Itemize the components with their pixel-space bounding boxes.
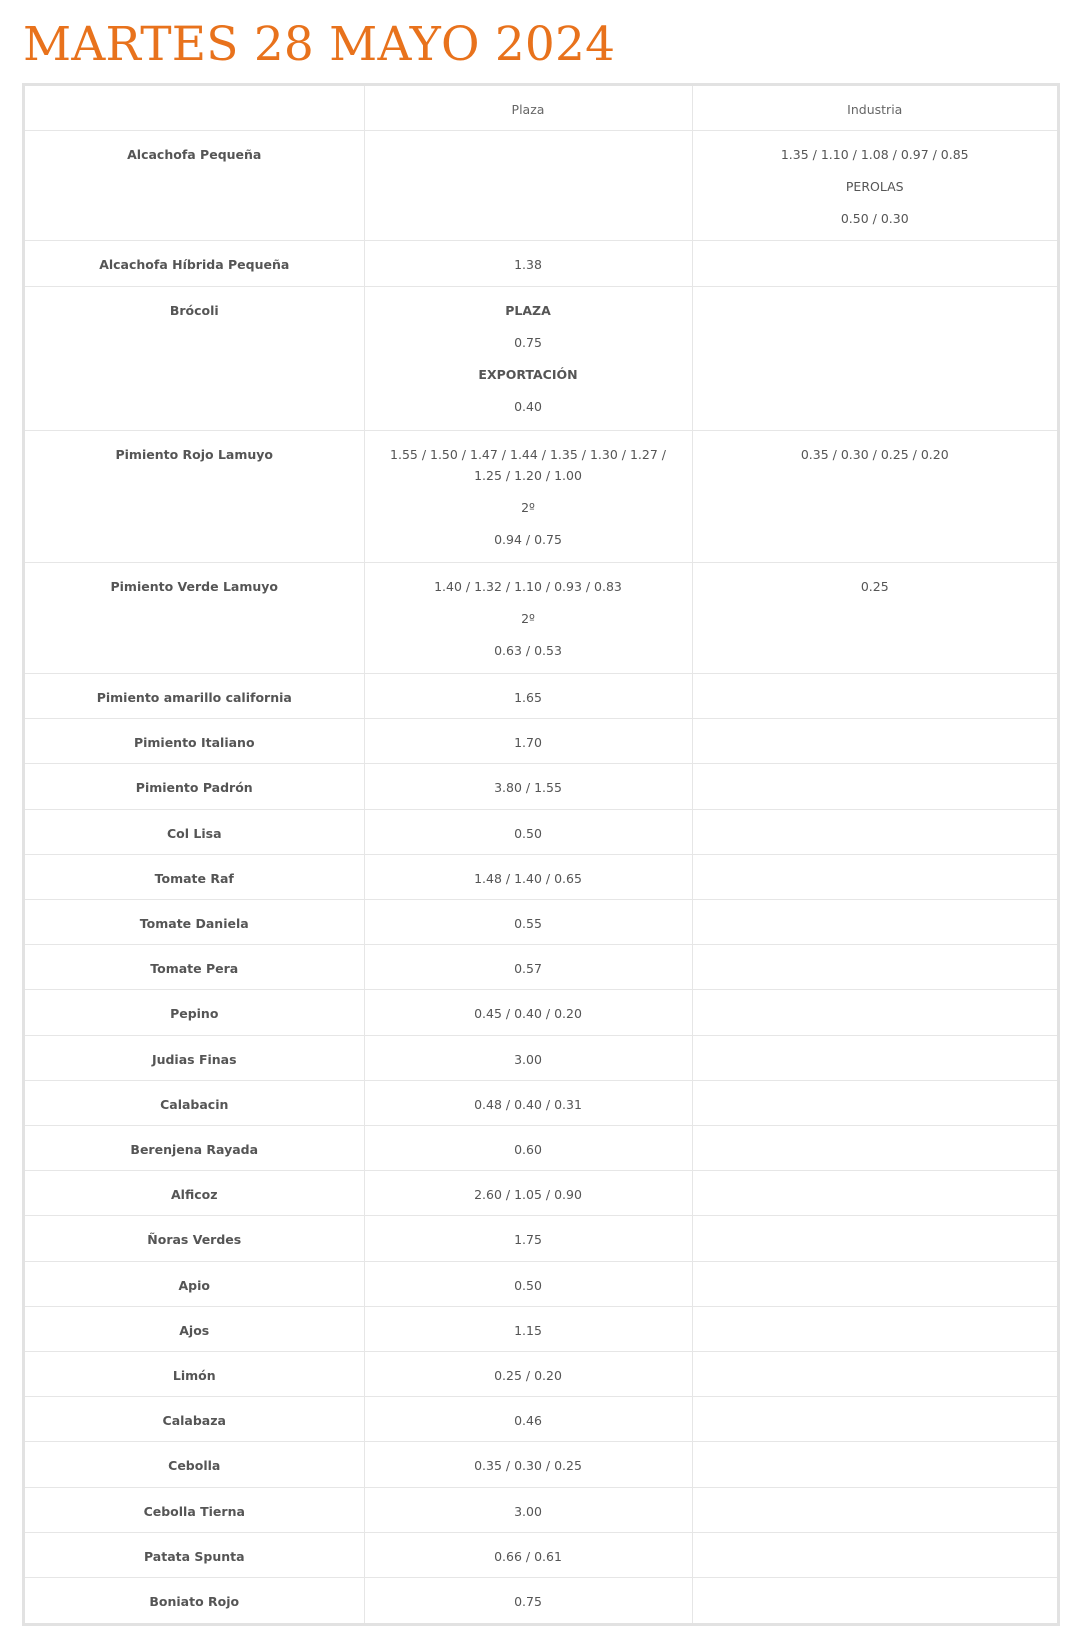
industria-price-cell — [692, 900, 1057, 945]
industria-price-cell — [692, 1261, 1057, 1306]
price-value: 1.65 — [514, 690, 542, 706]
industria-price-cell — [692, 1126, 1057, 1171]
product-name-cell — [25, 1126, 364, 1171]
product-name: Calabaza — [162, 1413, 226, 1429]
price-table — [25, 86, 1057, 1623]
page-title: MARTES 28 MAYO 2024 — [23, 17, 616, 72]
plaza-price-cell — [364, 241, 692, 286]
industria-price-cell — [692, 1171, 1057, 1216]
product-name: Pimiento amarillo california — [96, 690, 292, 706]
price-value: 2º — [521, 499, 535, 515]
price-value: 1.55 / 1.50 / 1.47 / 1.44 / 1.35 / 1.30 / 1.27 / 1.25 / 1.20 / 1.00 — [390, 446, 666, 483]
product-name: Pimiento Rojo Lamuyo — [115, 446, 274, 462]
plaza-price-cell — [364, 1306, 692, 1351]
plaza-price-cell — [364, 1080, 692, 1125]
product-name: Alcachofa Pequeña — [127, 146, 262, 162]
product-name: Tomate Pera — [150, 961, 239, 977]
plaza-price-cell — [364, 1035, 692, 1080]
price-value: 1.70 — [514, 735, 542, 751]
price-value: 1.75 — [514, 1232, 542, 1248]
price-value: 0.50 / 0.30 — [840, 210, 909, 226]
plaza-price-cell — [364, 1578, 692, 1623]
product-name: Brócoli — [169, 302, 219, 318]
product-name-cell — [25, 900, 364, 945]
table-row — [25, 430, 1057, 563]
product-name-cell — [25, 130, 364, 241]
plaza-price-cell — [364, 430, 692, 563]
price-value: 0.75 — [514, 334, 542, 350]
product-name-cell — [25, 990, 364, 1035]
column-header-plaza: Plaza — [364, 86, 692, 130]
industria-price-cell — [692, 1442, 1057, 1487]
product-name-cell — [25, 764, 364, 809]
industria-price-cell — [692, 1532, 1057, 1577]
industria-price-cell — [692, 719, 1057, 764]
price-value: 0.94 / 0.75 — [494, 531, 562, 547]
product-name-cell — [25, 1261, 364, 1306]
plaza-price-cell — [364, 1487, 692, 1532]
industria-price-cell — [692, 1487, 1057, 1532]
plaza-price-cell — [364, 854, 692, 899]
product-name-cell — [25, 241, 364, 286]
industria-price-cell — [692, 241, 1057, 286]
product-name: Berenjena Rayada — [130, 1142, 259, 1158]
product-name: Cebolla Tierna — [143, 1503, 245, 1519]
column-header-product — [25, 86, 364, 130]
plaza-price-cell — [364, 990, 692, 1035]
price-value: 0.25 — [860, 579, 889, 595]
product-name: Tomate Raf — [154, 870, 234, 886]
table-row — [25, 241, 1057, 286]
product-name: Boniato Rojo — [149, 1594, 240, 1610]
industria-price-cell — [692, 1578, 1057, 1623]
table-row — [25, 719, 1057, 764]
industria-price-cell — [692, 1216, 1057, 1261]
product-name-cell — [25, 563, 364, 674]
product-name: Pimiento Verde Lamuyo — [110, 579, 279, 595]
plaza-price-cell — [364, 563, 692, 674]
price-value: PEROLAS — [845, 178, 904, 194]
table-row — [25, 1171, 1057, 1216]
table-header-row — [25, 86, 1057, 130]
product-name: Apio — [178, 1277, 210, 1293]
table-row — [25, 674, 1057, 719]
product-name: Pimiento Italiano — [133, 735, 255, 751]
industria-price-cell — [692, 1080, 1057, 1125]
industria-price-cell — [692, 1306, 1057, 1351]
plaza-price-cell — [364, 1397, 692, 1442]
price-value: 0.75 — [514, 1594, 542, 1610]
table-row — [25, 945, 1057, 990]
table-row — [25, 900, 1057, 945]
industria-price-cell — [692, 945, 1057, 990]
table-row — [25, 990, 1057, 1035]
column-header-industria: Industria — [692, 86, 1057, 130]
price-value: 0.46 — [514, 1413, 542, 1429]
product-name-cell — [25, 1532, 364, 1577]
product-name: Cebolla — [168, 1458, 221, 1474]
price-value: 0.50 — [514, 1277, 542, 1293]
product-name-cell — [25, 674, 364, 719]
product-name: Tomate Daniela — [139, 916, 249, 932]
table-row — [25, 1397, 1057, 1442]
plaza-price-cell — [364, 719, 692, 764]
product-name-cell — [25, 1306, 364, 1351]
industria-price-cell — [692, 674, 1057, 719]
table-row — [25, 286, 1057, 430]
industria-price-cell — [692, 286, 1057, 430]
table-row — [25, 1532, 1057, 1577]
price-value: 0.63 / 0.53 — [494, 643, 562, 659]
industria-price-cell — [692, 430, 1057, 563]
plaza-price-cell — [364, 1216, 692, 1261]
table-row — [25, 1126, 1057, 1171]
plaza-price-cell — [364, 900, 692, 945]
product-name: Col Lisa — [166, 825, 222, 841]
plaza-price-cell — [364, 809, 692, 854]
plaza-price-cell — [364, 1261, 692, 1306]
price-value: 3.80 / 1.55 — [494, 780, 562, 796]
product-name-cell — [25, 854, 364, 899]
table-row — [25, 1578, 1057, 1623]
price-value: 0.57 — [514, 961, 542, 977]
price-value: 0.60 — [514, 1142, 542, 1158]
price-value: 0.35 / 0.30 / 0.25 — [474, 1458, 582, 1474]
price-value: 2º — [521, 611, 535, 627]
table-row — [25, 854, 1057, 899]
product-name-cell — [25, 809, 364, 854]
price-category-label: PLAZA — [505, 302, 551, 318]
price-category-label: EXPORTACIÓN — [478, 366, 578, 382]
product-name-cell — [25, 1080, 364, 1125]
price-value: 0.55 — [514, 916, 542, 932]
product-name: Pepino — [170, 1006, 219, 1022]
industria-price-cell — [692, 563, 1057, 674]
product-name: Ajos — [179, 1322, 210, 1338]
table-row — [25, 1080, 1057, 1125]
price-value: 0.45 / 0.40 / 0.20 — [474, 1006, 582, 1022]
product-name: Ñoras Verdes — [147, 1232, 242, 1248]
plaza-price-cell — [364, 1442, 692, 1487]
price-value: 0.50 — [514, 825, 542, 841]
industria-price-cell — [692, 130, 1057, 241]
table-row — [25, 1216, 1057, 1261]
plaza-price-cell — [364, 286, 692, 430]
price-value: 1.38 — [514, 257, 542, 273]
table-row — [25, 764, 1057, 809]
product-name-cell — [25, 1397, 364, 1442]
price-value: 0.35 / 0.30 / 0.25 / 0.20 — [800, 446, 949, 462]
product-name-cell — [25, 286, 364, 430]
price-value: 0.48 / 0.40 / 0.31 — [474, 1096, 582, 1112]
table-row — [25, 809, 1057, 854]
product-name-cell — [25, 430, 364, 563]
industria-price-cell — [692, 1035, 1057, 1080]
product-name-cell — [25, 1442, 364, 1487]
product-name: Limón — [172, 1368, 216, 1384]
product-name-cell — [25, 1578, 364, 1623]
product-name-cell — [25, 1216, 364, 1261]
price-value: 3.00 — [514, 1051, 542, 1067]
product-name-cell — [25, 1171, 364, 1216]
price-value: 3.00 — [514, 1503, 542, 1519]
plaza-price-cell — [364, 1171, 692, 1216]
price-value: 0.40 — [514, 398, 542, 414]
product-name: Alcachofa Híbrida Pequeña — [99, 257, 290, 273]
table-row — [25, 1035, 1057, 1080]
plaza-price-cell — [364, 130, 692, 241]
table-row — [25, 1306, 1057, 1351]
plaza-price-cell — [364, 945, 692, 990]
product-name: Pimiento Padrón — [135, 780, 253, 796]
table-row — [25, 1442, 1057, 1487]
plaza-price-cell — [364, 1352, 692, 1397]
plaza-price-cell — [364, 764, 692, 809]
industria-price-cell — [692, 809, 1057, 854]
plaza-price-cell — [364, 674, 692, 719]
table-row — [25, 1261, 1057, 1306]
price-value: 0.25 / 0.20 — [494, 1368, 562, 1384]
price-value: 1.15 — [514, 1322, 542, 1338]
product-name: Calabacin — [160, 1096, 229, 1112]
price-value: 1.48 / 1.40 / 0.65 — [474, 870, 582, 886]
industria-price-cell — [692, 764, 1057, 809]
product-name: Judias Finas — [151, 1051, 237, 1067]
table-body — [25, 130, 1057, 1623]
price-value: 2.60 / 1.05 / 0.90 — [474, 1187, 582, 1203]
product-name-cell — [25, 1487, 364, 1532]
price-table-frame — [22, 83, 1060, 1626]
product-name-cell — [25, 719, 364, 764]
table-row — [25, 1487, 1057, 1532]
plaza-price-cell — [364, 1126, 692, 1171]
industria-price-cell — [692, 990, 1057, 1035]
industria-price-cell — [692, 1397, 1057, 1442]
product-name-cell — [25, 1035, 364, 1080]
table-row — [25, 563, 1057, 674]
price-value: 1.35 / 1.10 / 1.08 / 0.97 / 0.85 — [780, 146, 969, 162]
industria-price-cell — [692, 854, 1057, 899]
product-name-cell — [25, 945, 364, 990]
plaza-price-cell — [364, 1532, 692, 1577]
table-row — [25, 130, 1057, 241]
table-row — [25, 1352, 1057, 1397]
product-name: Patata Spunta — [143, 1548, 245, 1564]
product-name: Alficoz — [171, 1187, 218, 1203]
industria-price-cell — [692, 1352, 1057, 1397]
price-value: 1.40 / 1.32 / 1.10 / 0.93 / 0.83 — [434, 579, 622, 595]
price-value: 0.66 / 0.61 — [494, 1548, 562, 1564]
product-name-cell — [25, 1352, 364, 1397]
